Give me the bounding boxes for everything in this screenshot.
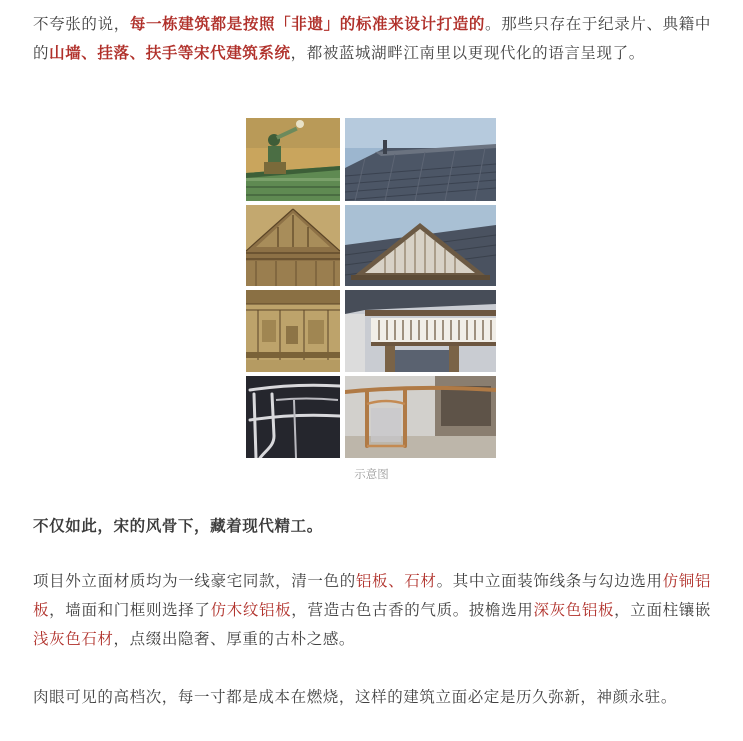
- intro-text-1: 不夸张的说，: [33, 15, 130, 33]
- intro-paragraph: [33, 10, 711, 68]
- intro-highlight-song-system: 山墙、挂落、扶手等宋代建筑系统: [49, 44, 291, 62]
- facade-text-1: 项目外立面材质均为一线豪宅同款，清一色的: [33, 572, 356, 590]
- copper-handrail-photo: [345, 376, 496, 458]
- facade-text-4: ，营造古色古香的气质。披檐选用: [291, 601, 534, 619]
- facade-highlight-aluminum-stone: 铝板、石材: [355, 572, 437, 590]
- facade-highlight-light-grey-stone: 浅灰色石材: [33, 630, 114, 648]
- intro-text-3: ，都被蓝城湖畔江南里以更现代化的语言呈现了。: [290, 44, 645, 62]
- facade-highlight-dark-grey-aluminum: 深灰色铝板: [533, 601, 615, 619]
- facade-highlight-copper-aluminum: 仿铜铝板: [33, 572, 711, 619]
- modern-gable: [345, 205, 496, 286]
- facade-highlight-wood-grain-aluminum: 仿木纹铝板: [210, 601, 292, 619]
- emphasis-paragraph: 不仅如此，宋的风骨下，藏着现代精工。: [33, 517, 323, 535]
- intro-highlight-heritage: 每一栋建筑都是按照「非遗」的标准来设计打造的: [129, 15, 486, 33]
- facade-text-5: ，立面柱镶嵌: [614, 601, 711, 619]
- modern-hanging-balustrade: [345, 290, 496, 372]
- closing-paragraph: 肉眼可见的高档次，每一寸都是成本在燃烧，这样的建筑立面必定是历久弥新，神颜永驻。: [33, 688, 678, 706]
- architecture-comparison-figure: [246, 118, 496, 458]
- ancient-painting-pavilion: [246, 290, 340, 372]
- ancient-painting-roof-ridge: [246, 118, 340, 201]
- figure-caption: 示意图: [354, 467, 389, 481]
- ancient-painting-gable: [246, 205, 340, 286]
- modern-grey-roof: [345, 118, 496, 201]
- intro-text-2: 。那些只存在于纪录片、典籍中的: [33, 15, 712, 62]
- facade-text-6: ，点缀出隐奢、厚重的古朴之感。: [113, 630, 356, 648]
- dark-handrail-render: [246, 376, 340, 458]
- facade-materials-paragraph: [33, 567, 711, 654]
- facade-text-3: ，墙面和门框则选择了: [49, 601, 211, 619]
- facade-text-2: 。其中立面装饰线条与勾边选用: [436, 572, 663, 590]
